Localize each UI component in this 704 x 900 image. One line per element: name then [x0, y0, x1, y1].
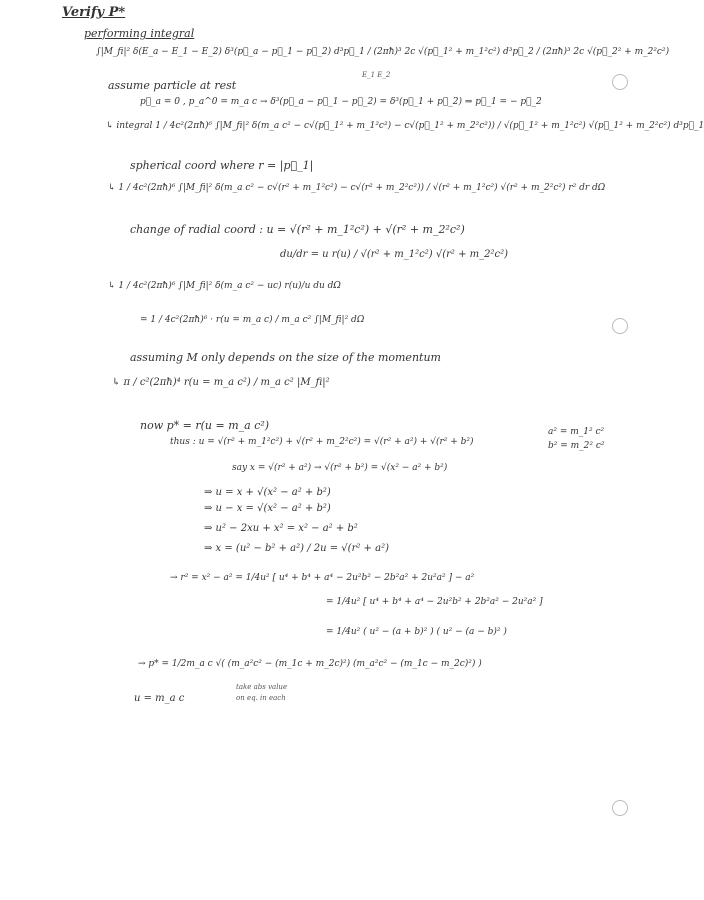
text-line: assume particle at rest	[108, 79, 237, 92]
equation-line: → r² = x² − a² = 1/4u² [ u⁴ + b⁴ + a⁴ − 2u²b² − 2b²a² + 2u²a² ] − a²	[170, 573, 475, 583]
text-line: assuming M only depends on the size of the momentum	[130, 351, 441, 364]
equation-line: ∫|M_fi|² δ(E_a − E_1 − E_2) δ³(p⃗_a − p⃗_1 − p⃗_2) d³p⃗_1 / (2πħ)³ 2c √(p⃗_1² + m_1²c²) d³p⃗_2 / (2πħ)³ 2c √(p⃗_2² + m_2²c²)	[96, 47, 670, 57]
binder-hole	[612, 318, 628, 334]
binder-hole	[612, 800, 628, 816]
text-line: spherical coord where r = |p⃗_1|	[130, 159, 314, 172]
equation-line: ↳ 1 / 4c²(2πħ)⁶ ∫|M_fi|² δ(m_a c² − c√(r² + m_1²c²) − c√(r² + m_2²c²)) / √(r² + m_1²c²) √(r² + m_2²c²) r² dr dΩ	[108, 183, 606, 193]
equation-line: → p* = 1/2m_a c √( (m_a²c² − (m_1c + m_2c)²) (m_a²c² − (m_1c − m_2c)²) )	[138, 659, 482, 669]
equation-line: p⃗_a = 0 , p_a^0 = m_a c → δ³(p⃗_a − p⃗_1 − p⃗_2) = δ³(p⃗_1 + p⃗_2) ⇒ p⃗_1 = − p⃗_2	[140, 97, 542, 107]
binder-hole	[612, 74, 628, 90]
equation-line: = 1 / 4c²(2πħ)⁶ · r(u = m_a c) / m_a c² ∫|M_fi|² dΩ	[140, 315, 365, 325]
equation-line: ⇒ x = (u² − b² + a²) / 2u = √(r² + a²)	[204, 543, 389, 554]
equation-line: ⇒ u = x + √(x² − a² + b²)	[204, 487, 331, 498]
equation-line: ⇒ u² − 2xu + x² = x² − a² + b²	[204, 523, 358, 534]
equation-line: = 1/4u² [ u⁴ + b⁴ + a⁴ − 2u²b² + 2b²a² − 2u²a² ]	[326, 597, 543, 607]
page-title: Verify P*	[62, 5, 126, 20]
equation-line: du/dr = u r(u) / √(r² + m_1²c²) √(r² + m_2²c²)	[280, 249, 509, 260]
equation-line: ↳ 1 / 4c²(2πħ)⁶ ∫|M_fi|² δ(m_a c² − uc) r(u)/u du dΩ	[108, 281, 341, 291]
equation-line: ↳ integral 1 / 4c²(2πħ)⁶ ∫|M_fi|² δ(m_a c² − c√(p⃗_1² + m_1²c²) − c√(p⃗_1² + m_2²c²)) / √(p⃗_1² + m_1²c²) √(p⃗_1² + m_2²c²) d³p⃗_1	[106, 121, 704, 131]
text-line: change of radial coord : u = √(r² + m_1²c²) + √(r² + m_2²c²)	[130, 223, 465, 236]
side-note: a² = m_1² c²	[548, 427, 605, 437]
equation-line: now p* = r(u = m_a c²)	[140, 419, 270, 432]
section-heading: performing integral	[84, 27, 195, 40]
equation-line: say x = √(r² + a²) → √(r² + b²) = √(x² − a² + b²)	[232, 463, 448, 473]
equation-line: thus : u = √(r² + m_1²c²) + √(r² + m_2²c²) = √(r² + a²) + √(r² + b²)	[170, 437, 474, 447]
equation-line: ↳ π / c²(2πħ)⁴ r(u = m_a c²) / m_a c² |M_fi|²	[112, 377, 330, 388]
equation-line: ⇒ u − x = √(x² − a² + b²)	[204, 503, 331, 514]
side-note: b² = m_2² c²	[548, 441, 605, 451]
annotation: take abs value	[236, 683, 288, 691]
annotation: E_1 E_2	[362, 71, 391, 79]
annotation: on eq. in each	[236, 694, 286, 702]
equation-line: = 1/4u² ( u² − (a + b)² ) ( u² − (a − b)² )	[326, 627, 507, 637]
equation-line: u = m_a c	[134, 693, 185, 704]
